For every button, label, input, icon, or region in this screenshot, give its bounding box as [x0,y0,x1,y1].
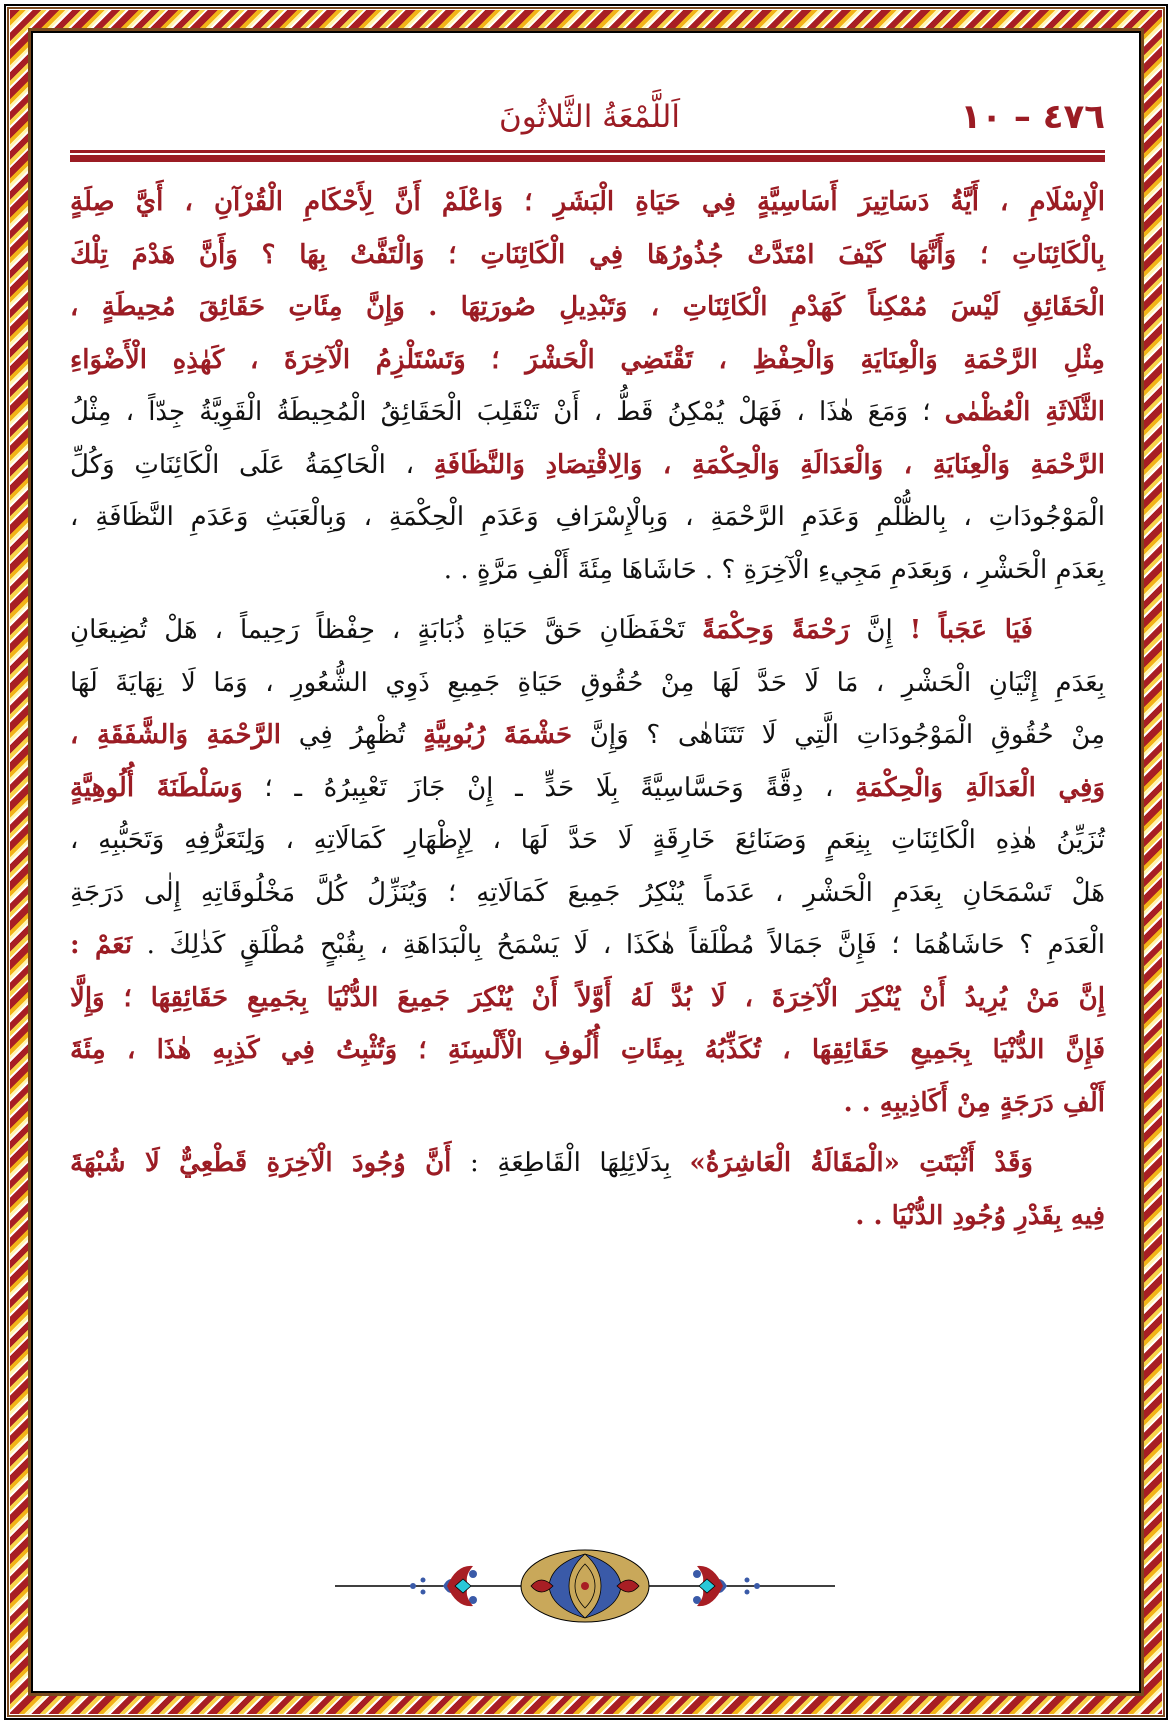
body-text-segment: تُزَيِّنُ هٰذِهِ الْكَائِنَاتِ بِنِعَمٍ وَصَنَائِعَ خَارِقَةٍ لَا حَدَّ لَهَا ، لِإِظْهَارِ كَمَالَاتِهِ ، وَلِتَعَرُّفِهِ وَتَحَبُّبِهِ ، [70,825,1105,855]
emphasis-text: الْإِسْلَامِ ، أَيَّةُ دَسَاتِيرَ أَسَاسِيَّةٍ فِي حَيَاةِ الْبَشَرِ ؛ وَاعْلَمْ أَنَّ لِأَحْكَامِ الْقُرْآنِ ، أَيَّ صِلَةٍ [70,187,1105,217]
text-line [70,1024,1105,1077]
text-line [70,334,1105,387]
body-text-segment: هَلْ تَسْمَحَانِ بِعَدَمِ الْحَشْرِ ، عَدَماً يُنْكِرُ جَمِيعَ كَمَالَاتِهِ ؛ وَيُنَزِّلُ كُلَّ مَخْلُوقَاتِهِ إِلٰى دَرَجَةِ [70,877,1105,908]
body-text-segment: ؛ وَمَعَ هٰذَا ، فَهَلْ يُمْكِنُ قَطُّ ، أَنْ تَنْقَلِبَ الْحَقَائِقُ الْمُحِيطَةُ الْقَوِيَّةُ جِدّاً ، مِثْلُ [70,397,945,427]
emphasis-text: أَلْفِ دَرَجَةٍ مِنْ أَكَاذِيبِهِ . . [843,1087,1105,1118]
text-line [70,1190,1105,1243]
emphasis-text: حَشْمَةَ رُبُوبِيَّةٍ [423,720,573,750]
text-line [70,229,1105,282]
text-line [70,544,1105,597]
page-number: ٤٧٦ – ١٠ [960,97,1105,137]
body-text-segment: الْمَوْجُودَاتِ ، بِالظُّلْمِ وَعَدَمِ الرَّحْمَةِ ، وَبِالْإِسْرَافِ وَعَدَمِ الْحِكْمَةِ ، وَبِالْعَبَثِ وَعَدَمِ النَّظَافَةِ ، [70,502,1105,532]
body-text-segment: تَحْفَظَانِ حَقَّ حَيَاةِ ذُبَابَةٍ ، حِفْظاً رَحِيماً ، هَلْ تُضِيعَانِ [70,615,703,645]
body-text-segment: بِعَدَمِ الْحَشْرِ ، وَبِعَدَمِ مَجِيءِ الْآخِرَةِ ؟ . حَاشَاهَا مِئَةَ أَلْفِ مَرَّةٍ . . [443,554,1105,585]
emphasis-text: فَيَا عَجَباً ! [909,615,1033,645]
header-rule-thick [70,155,1105,162]
text-line [70,1137,1105,1190]
emphasis-text: الثَّلَاثَةِ الْعُظْمٰى [944,397,1106,427]
emphasis-text: وَقَدْ أَثْبَتَتِ «الْمَقَالَةُ الْعَاشِرَةُ» [689,1148,1033,1178]
emphasis-text: وَفِي الْعَدَالَةِ وَالْحِكْمَةِ [855,772,1105,803]
body-text-segment: بِدَلَائِلِهَا الْقَاطِعَةِ : [451,1148,690,1178]
text-line [70,281,1105,334]
emphasis-text: مِثْلِ الرَّحْمَةِ وَالْعِنَايَةِ وَالْحِفْظِ ، تَقْتَضِي الْحَشْرَ ؛ وَتَسْتَلْزِمُ الْآخِرَةَ ، كَهٰذِهِ الْأَضْوَاءِ [70,344,1105,375]
emphasis-text: فِيهِ بِقَدْرِ وُجُودِ الدُّنْيَا . . [855,1200,1105,1231]
text-line [70,657,1105,710]
text-line [70,709,1105,762]
text-line [70,814,1105,867]
emphasis-text: بِالْكَائِنَاتِ ؛ وَأَنَّهَا كَيْفَ امْتَدَّتْ جُذُورُهَا فِي الْكَائِنَاتِ ؛ وَالْتَفَّتْ بِهَا ؟ وَأَنَّ هَدْمَ تِلْكَ [70,239,1105,270]
text-line [70,762,1105,815]
header-rule-thin [70,150,1105,153]
text-line [70,972,1105,1025]
text-line [70,491,1105,544]
paragraph-3 [70,1137,1105,1242]
body-text [70,176,1105,1250]
text-line [70,439,1105,492]
text-line [70,386,1105,439]
paragraph-1 [70,176,1105,596]
body-text-segment: ، الْحَاكِمَةُ عَلَى الْكَائِنَاتِ وَكُلِّ [70,449,434,480]
body-text-segment: ، دِقَّةً وَحَسَّاسِيَّةً بِلَا حَدٍّ ـ إِنْ جَازَ تَعْبِيرُهُ ـ ؛ [242,772,856,803]
emphasis-text: نَعَمْ : [70,930,133,960]
text-line [70,604,1105,657]
emphasis-text: أَنَّ وُجُودَ الْآخِرَةِ قَطْعِيٌّ لَا شُبْهَةَ [70,1148,452,1178]
emphasis-text: الرَّحْمَةِ وَالْعِنَايَةِ ، وَالْعَدَالَةِ وَالْحِكْمَةِ ، وَالِاقْتِصَادِ وَالنَّظَافَةِ [433,449,1105,480]
running-title: اَللَّمْعَةُ الثَّلاثُونَ [499,99,680,135]
emphasis-text: الرَّحْمَةِ وَالشَّفَقَةِ ، [70,720,282,750]
body-text-segment: الْعَدَمِ ؟ حَاشَاهُمَا ؛ فَإِنَّ جَمَالاً مُطْلَقاً هٰكَذَا ، لَا يَسْمَحُ بِالْبَدَاهَةِ ، بِقُبْحٍ مُطْلَقٍ كَذٰلِكَ . [132,930,1106,960]
body-text-segment: بِعَدَمِ إِتْيَانِ الْحَشْرِ ، مَا لَا حَدَّ لَهَا مِنْ حُقُوقِ حَيَاةِ جَمِيعِ ذَوِي الشُّعُورِ ، وَمَا لَا نِهَايَةَ لَهَا [70,667,1105,698]
paragraph-2 [70,604,1105,1129]
body-text-segment: تُظْهِرُ فِي [281,720,424,750]
body-text-segment: مِنْ حُقُوقِ الْمَوْجُودَاتِ الَّتِي لَا تَتَنَاهٰى ؟ وَإِنَّ [572,720,1105,750]
text-line [70,867,1105,920]
emphasis-text: الْحَقَائِقِ لَيْسَ مُمْكِناً كَهَدْمِ الْكَائِنَاتِ ، وَتَبْدِيلِ صُورَتِهَا . وَإِنَّ مِئَاتِ حَقَائِقَ مُحِيطَةٍ ، [70,292,1105,322]
text-line [70,1077,1105,1130]
page-header [70,92,1105,146]
text-line [70,176,1105,229]
emphasis-text: رَحْمَةً وَحِكْمَةً [702,615,850,645]
emphasis-text: وَسَلْطَنَةَ أُلُوهِيَّةٍ [70,772,243,803]
text-line [70,919,1105,972]
end-of-section-ornament-icon [335,1548,835,1624]
emphasis-text: فَإِنَّ الدُّنْيَا بِجَمِيعِ حَقَائِقِهَا ، تُكَذِّبُهُ بِمِئَاتِ أُلُوفِ الْأَلْسِنَةِ ؛ وَتُثْبِتُ فِي كَذِبِهِ هٰذَا ، مِئَةَ [70,1035,1105,1065]
body-text-segment: إِنَّ [849,615,910,645]
emphasis-text: إِنَّ مَنْ يُرِيدُ أَنْ يُنْكِرَ الْآخِرَةَ ، لَا بُدَّ لَهُ أَوَّلاً أَنْ يُنْكِرَ جَمِيعَ الدُّنْيَا بِجَمِيعِ حَقَائِقِهَا ؛ وَإِلَّا [70,982,1105,1013]
